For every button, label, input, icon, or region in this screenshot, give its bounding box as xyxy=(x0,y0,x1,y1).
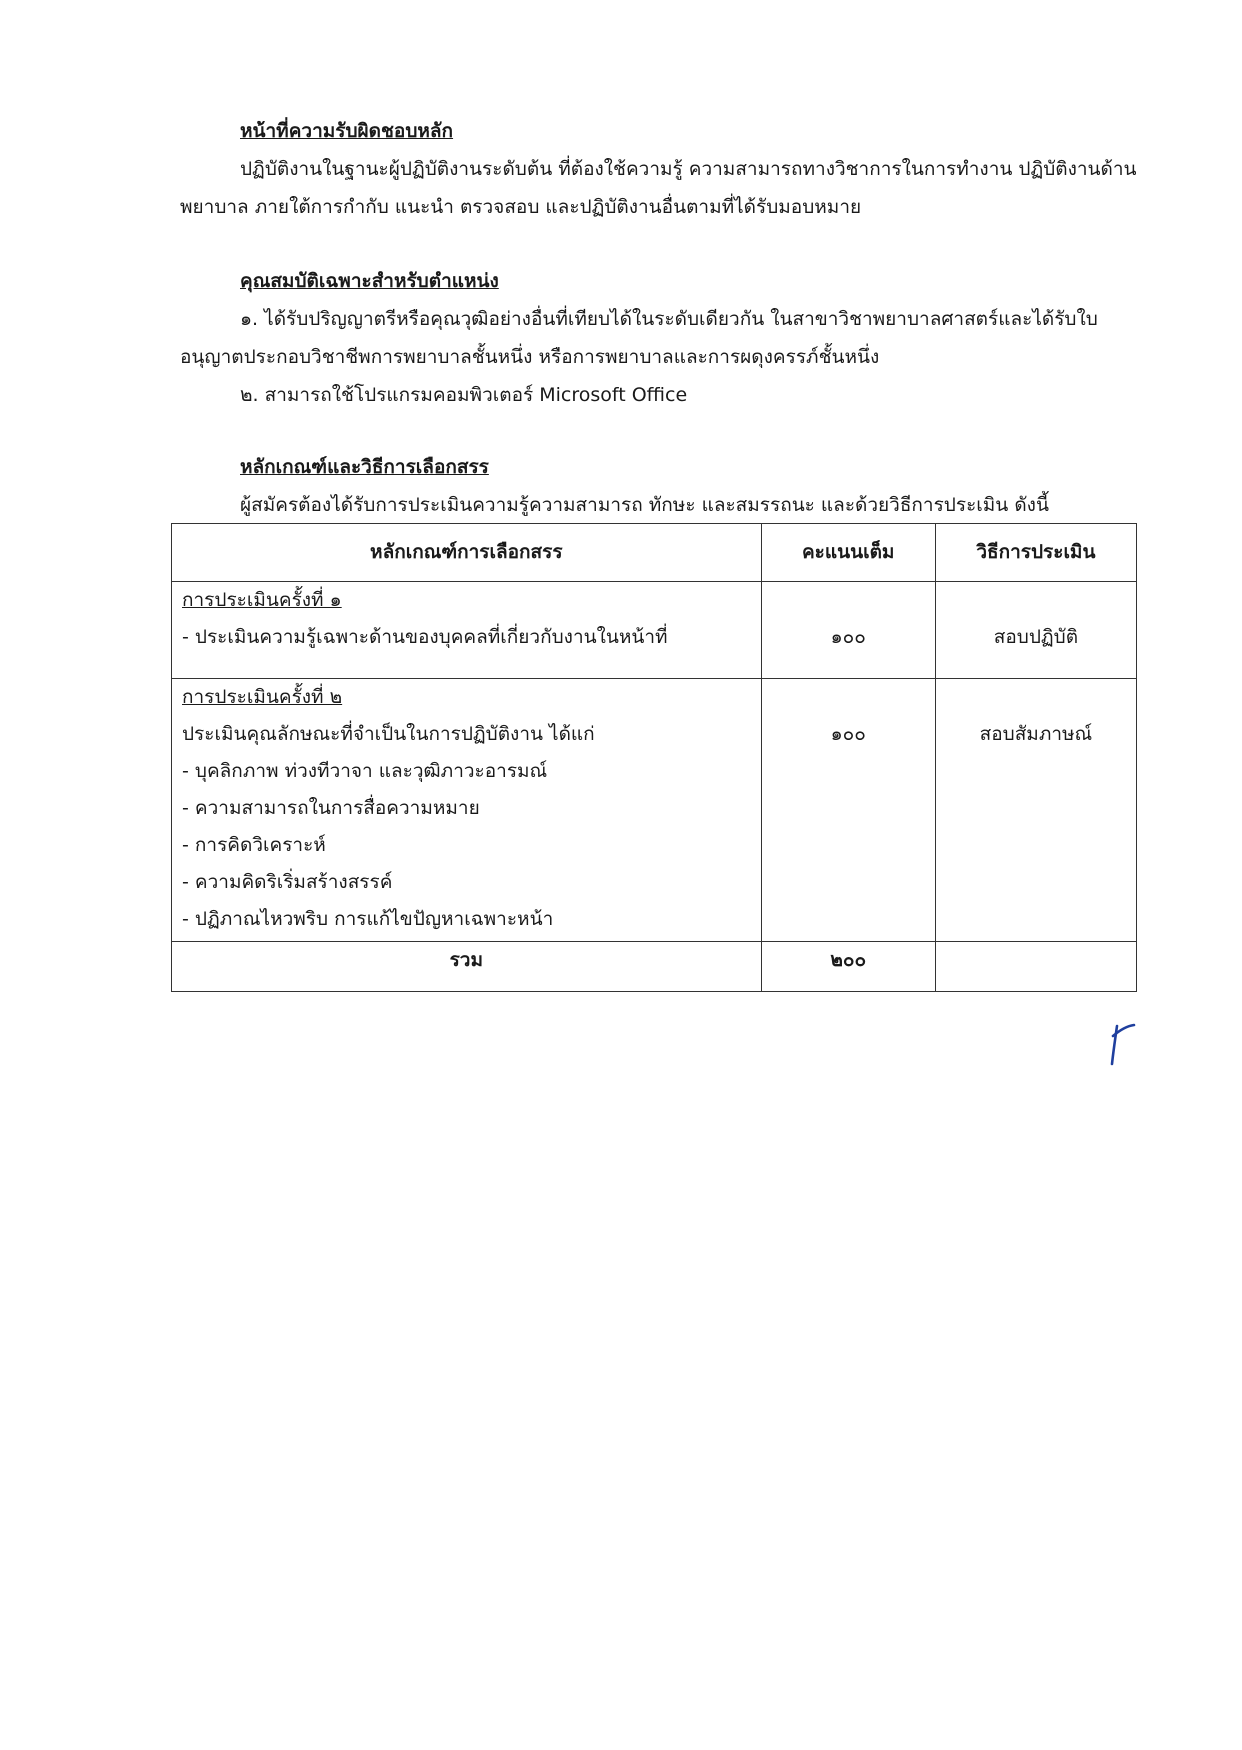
header-full-score: คะแนนเต็ม xyxy=(761,524,935,582)
round-1-criteria-cell xyxy=(172,582,762,679)
total-method-cell xyxy=(935,942,1136,992)
round-2-line-6: - ปฏิภาณไหวพริบ การแก้ไขปัญหาเฉพาะหน้า xyxy=(182,908,554,930)
total-score: ๒๐๐ xyxy=(761,942,935,992)
header-criteria: หลักเกณฑ์การเลือกสรร xyxy=(172,524,762,582)
qualifications-section xyxy=(180,262,1140,414)
selection-heading: หลักเกณฑ์และวิธีการเลือกสรร xyxy=(240,456,489,478)
header-method: วิธีการประเมิน xyxy=(935,524,1136,582)
round-1-score-cell xyxy=(761,582,935,679)
round-2-line-3: - ความสามารถในการสื่อความหมาย xyxy=(182,797,480,819)
round-1-method-cell xyxy=(935,582,1136,679)
table-header-row xyxy=(172,524,1137,582)
duties-heading: หน้าที่ความรับผิดชอบหลัก xyxy=(240,120,454,142)
round-2-line-5: - ความคิดริเริ่มสร้างสรรค์ xyxy=(182,871,393,893)
qualification-item-2: ๒. สามารถใช้โปรแกรมคอมพิวเตอร์ Microsoft Office xyxy=(240,384,688,406)
round-2-line-4: - การคิดวิเคราะห์ xyxy=(182,834,326,856)
table-row-round-1 xyxy=(172,582,1137,679)
round-1-score: ๑๐๐ xyxy=(830,626,866,648)
round-2-score: ๑๐๐ xyxy=(830,723,866,745)
selection-section xyxy=(180,448,1140,524)
round-2-method: สอบสัมภาษณ์ xyxy=(979,723,1093,745)
round-1-title: การประเมินครั้งที่ ๑ xyxy=(182,589,342,611)
round-2-title: การประเมินครั้งที่ ๒ xyxy=(182,686,343,708)
round-2-method-cell xyxy=(935,679,1136,942)
selection-criteria-table xyxy=(171,523,1137,992)
qualification-item-1: ๑. ได้รับปริญญาตรีหรือคุณวุฒิอย่างอื่นที่เทียบได้ในระดับเดียวกัน ในสาขาวิชาพยาบาลศาสตร์และได้รับใบอนุญาตประกอบวิชาชีพการพยาบาลชั้นหนึ่ง หรือการพยาบาลและการผดุงครรภ์ชั้นหนึ่ง xyxy=(180,308,1098,368)
round-2-criteria-cell xyxy=(172,679,762,942)
table-row-round-2 xyxy=(172,679,1137,942)
round-1-method: สอบปฏิบัติ xyxy=(993,626,1079,648)
table-row-total xyxy=(172,942,1137,992)
qualifications-heading: คุณสมบัติเฉพาะสำหรับตำแหน่ง xyxy=(240,270,499,292)
round-2-line-2: - บุคลิกภาพ ท่วงทีวาจา และวุฒิภาวะอารมณ์ xyxy=(182,760,548,782)
initials-signature-icon xyxy=(1096,1018,1136,1068)
duties-section xyxy=(180,112,1140,226)
selection-intro: ผู้สมัครต้องได้รับการประเมินความรู้ความสามารถ ทักษะ และสมรรถนะ และด้วยวิธีการประเมิน ดังนี้ xyxy=(240,494,1049,516)
round-1-line-1: - ประเมินความรู้เฉพาะด้านของบุคคลที่เกี่ยวกับงานในหน้าที่ xyxy=(182,626,668,648)
round-2-score-cell xyxy=(761,679,935,942)
duties-text: ปฏิบัติงานในฐานะผู้ปฏิบัติงานระดับต้น ที่ต้องใช้ความรู้ ความสามารถทางวิชาการในการทำงาน ปฏิบัติงานด้านพยาบาล ภายใต้การกำกับ แนะนำ ตรวจสอบ และปฏิบัติงานอื่นตามที่ได้รับมอบหมาย xyxy=(180,158,1137,218)
total-label: รวม xyxy=(172,942,762,992)
round-2-line-1: ประเมินคุณลักษณะที่จำเป็นในการปฏิบัติงาน ได้แก่ xyxy=(182,723,595,745)
